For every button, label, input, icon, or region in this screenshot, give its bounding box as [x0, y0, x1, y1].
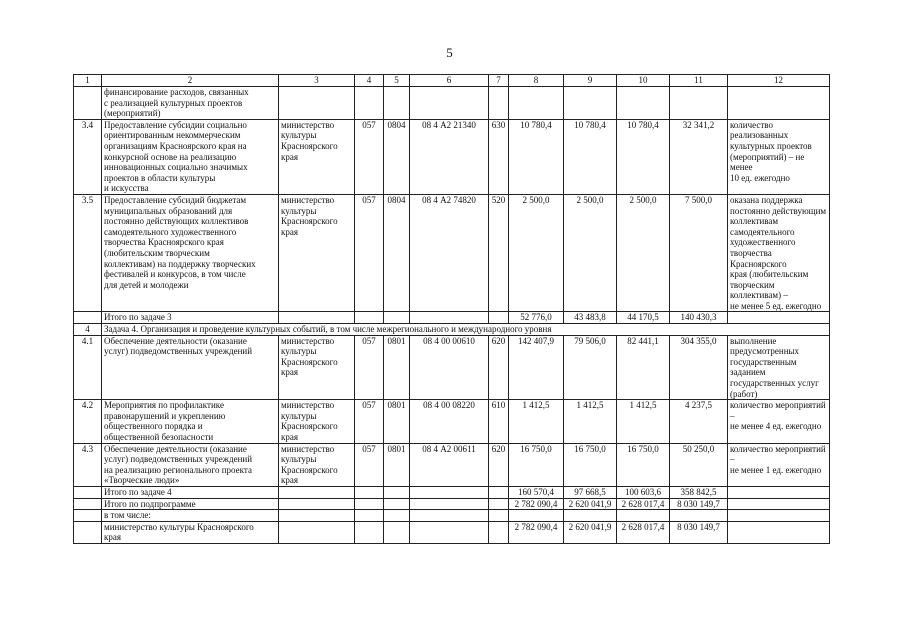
table-row: [74, 443, 830, 486]
expected-result-cell: количество мероприятий – не менее 1 ед. ежегодно: [728, 443, 830, 486]
value-2022-cell: 142 407,9: [509, 335, 564, 400]
value-total-cell: 32 341,2: [670, 119, 728, 194]
value-2023-cell: 2 620 041,9: [564, 521, 617, 543]
value-2024-cell: 44 170,5: [617, 312, 670, 324]
grbs-code-cell: [355, 510, 384, 522]
executor-cell: [279, 498, 355, 510]
row-number-cell: [74, 498, 102, 510]
target-article-cell: 08 4 А2 74820: [410, 194, 489, 312]
table-row: [74, 400, 830, 443]
value-2022-cell: [509, 87, 564, 120]
target-article-cell: [410, 87, 489, 120]
section-code-cell: 0801: [384, 400, 410, 443]
executor-cell: [279, 486, 355, 498]
value-2022-cell: 2 782 090,4: [509, 498, 564, 510]
grbs-code-cell: [355, 498, 384, 510]
expected-result-cell: оказана поддержка постоянно действующим коллективам самодеятельного художественного творчества Красноярского края (любительским творческим коллективам) – не менее 5 ед. ежегодно: [728, 194, 830, 312]
target-article-cell: 08 4 А2 21340: [410, 119, 489, 194]
row-number-cell: 4.2: [74, 400, 102, 443]
description-cell: Обеспечение деятельности (оказание услуг) подведомственных учреждений: [102, 335, 279, 400]
grbs-code-cell: 057: [355, 335, 384, 400]
target-article-cell: 08 4 00 00610: [410, 335, 489, 400]
description-cell: Мероприятия по профилактике правонарушений и укреплению общественного порядка и общественной безопасности: [102, 400, 279, 443]
target-article-cell: [410, 312, 489, 324]
value-2022-cell: 10 780,4: [509, 119, 564, 194]
row-number-cell: 3.4: [74, 119, 102, 194]
expected-result-cell: [728, 510, 830, 522]
expense-type-cell: 620: [489, 443, 509, 486]
column-header: 12: [728, 75, 830, 87]
description-cell: Предоставление субсидий бюджетам муниципальных образований для постоянно действующих коллективов самодеятельного художественного творчества Красноярского края (любительским творческим коллективам) на поддержку творческих фестивалей и конкурсов, в том числе для детей и молодежи: [102, 194, 279, 312]
executor-cell: [279, 87, 355, 120]
value-2024-cell: 1 412,5: [617, 400, 670, 443]
expected-result-cell: количество реализованных культурных проектов (мероприятий) – не менее 10 ед. ежегодно: [728, 119, 830, 194]
table-row: [74, 335, 830, 400]
value-2024-cell: [617, 510, 670, 522]
column-header: 4: [355, 75, 384, 87]
section-code-cell: [384, 498, 410, 510]
target-article-cell: [410, 510, 489, 522]
grbs-code-cell: 057: [355, 194, 384, 312]
table-row: [74, 119, 830, 194]
task-row: [74, 324, 830, 336]
table-row: [74, 498, 830, 510]
target-article-cell: 08 4 А2 00611: [410, 443, 489, 486]
section-code-cell: [384, 510, 410, 522]
table-row: [74, 312, 830, 324]
value-2024-cell: 100 603,6: [617, 486, 670, 498]
expense-type-cell: 620: [489, 335, 509, 400]
value-2023-cell: 16 750,0: [564, 443, 617, 486]
row-number-cell: 4.3: [74, 443, 102, 486]
column-header: 10: [617, 75, 670, 87]
target-article-cell: [410, 498, 489, 510]
expected-result-cell: [728, 498, 830, 510]
executor-cell: [279, 312, 355, 324]
row-number-cell: [74, 510, 102, 522]
value-2023-cell: 10 780,4: [564, 119, 617, 194]
value-total-cell: 358 842,5: [670, 486, 728, 498]
executor-cell: министерство культуры Красноярского края: [279, 443, 355, 486]
expense-type-cell: [489, 498, 509, 510]
executor-cell: [279, 510, 355, 522]
description-cell: Итого по задаче 3: [102, 312, 279, 324]
row-number-cell: [74, 486, 102, 498]
value-2022-cell: 2 782 090,4: [509, 521, 564, 543]
column-header: 1: [74, 75, 102, 87]
value-2023-cell: 79 506,0: [564, 335, 617, 400]
grbs-code-cell: [355, 87, 384, 120]
table-row: [74, 87, 830, 120]
expected-result-cell: выполнение предусмотренных государственным заданием государственных услуг (работ): [728, 335, 830, 400]
executor-cell: министерство культуры Красноярского края: [279, 335, 355, 400]
section-code-cell: 0801: [384, 443, 410, 486]
row-number: 4: [74, 324, 102, 336]
expense-type-cell: [489, 521, 509, 543]
description-cell: министерство культуры Красноярского края: [102, 521, 279, 543]
value-2024-cell: 2 500,0: [617, 194, 670, 312]
grbs-code-cell: 057: [355, 119, 384, 194]
target-article-cell: [410, 521, 489, 543]
target-article-cell: [410, 486, 489, 498]
expected-result-cell: [728, 521, 830, 543]
description-cell: в том числе:: [102, 510, 279, 522]
expense-type-cell: 610: [489, 400, 509, 443]
row-number-cell: 4.1: [74, 335, 102, 400]
value-2024-cell: 16 750,0: [617, 443, 670, 486]
executor-cell: министерство культуры Красноярского края: [279, 194, 355, 312]
column-header-row: [74, 75, 830, 87]
section-code-cell: [384, 486, 410, 498]
value-2024-cell: 10 780,4: [617, 119, 670, 194]
value-2024-cell: 2 628 017,4: [617, 498, 670, 510]
value-total-cell: 7 500,0: [670, 194, 728, 312]
section-code-cell: [384, 87, 410, 120]
table-body: [74, 75, 830, 544]
row-number-cell: [74, 312, 102, 324]
section-code-cell: [384, 312, 410, 324]
expense-type-cell: [489, 87, 509, 120]
executor-cell: [279, 521, 355, 543]
value-2022-cell: 52 776,0: [509, 312, 564, 324]
column-header: 3: [279, 75, 355, 87]
value-2022-cell: 1 412,5: [509, 400, 564, 443]
value-total-cell: 8 030 149,7: [670, 498, 728, 510]
table-row: [74, 194, 830, 312]
value-total-cell: 50 250,0: [670, 443, 728, 486]
description-cell: Итого по задаче 4: [102, 486, 279, 498]
expense-type-cell: [489, 486, 509, 498]
expected-result-cell: [728, 486, 830, 498]
column-header: 7: [489, 75, 509, 87]
value-2023-cell: 43 483,8: [564, 312, 617, 324]
table-row: [74, 486, 830, 498]
value-total-cell: [670, 510, 728, 522]
expected-result-cell: [728, 87, 830, 120]
value-2023-cell: 97 668,5: [564, 486, 617, 498]
target-article-cell: 08 4 00 08220: [410, 400, 489, 443]
value-2024-cell: 2 628 017,4: [617, 521, 670, 543]
expense-type-cell: [489, 510, 509, 522]
value-2024-cell: [617, 87, 670, 120]
value-2023-cell: 1 412,5: [564, 400, 617, 443]
grbs-code-cell: 057: [355, 400, 384, 443]
table-row: [74, 510, 830, 522]
grbs-code-cell: [355, 521, 384, 543]
value-2022-cell: [509, 510, 564, 522]
value-2022-cell: 2 500,0: [509, 194, 564, 312]
value-2023-cell: 2 620 041,9: [564, 498, 617, 510]
row-number-cell: 3.5: [74, 194, 102, 312]
grbs-code-cell: [355, 312, 384, 324]
page-number: 5: [446, 45, 453, 60]
column-header: 9: [564, 75, 617, 87]
grbs-code-cell: [355, 486, 384, 498]
value-total-cell: 140 430,3: [670, 312, 728, 324]
budget-table: [73, 74, 830, 544]
value-2023-cell: [564, 510, 617, 522]
value-total-cell: [670, 87, 728, 120]
section-code-cell: 0804: [384, 194, 410, 312]
expected-result-cell: [728, 312, 830, 324]
executor-cell: министерство культуры Красноярского края: [279, 400, 355, 443]
expense-type-cell: 630: [489, 119, 509, 194]
expected-result-cell: количество мероприятий – не менее 4 ед. ежегодно: [728, 400, 830, 443]
description-cell: Итого по подпрограмме: [102, 498, 279, 510]
value-2022-cell: 16 750,0: [509, 443, 564, 486]
value-2024-cell: 82 441,1: [617, 335, 670, 400]
column-header: 2: [102, 75, 279, 87]
value-2023-cell: [564, 87, 617, 120]
column-header: 6: [410, 75, 489, 87]
row-number-cell: [74, 521, 102, 543]
grbs-code-cell: 057: [355, 443, 384, 486]
value-total-cell: 4 237,5: [670, 400, 728, 443]
description-cell: финансирование расходов, связанных с реализацией культурных проектов (мероприятий): [102, 87, 279, 120]
section-code-cell: [384, 521, 410, 543]
value-total-cell: 8 030 149,7: [670, 521, 728, 543]
value-2022-cell: 160 570,4: [509, 486, 564, 498]
section-code-cell: 0801: [384, 335, 410, 400]
task-title: Задача 4. Организация и проведение культурных событий, в том числе межрегионального и международного уровня: [102, 324, 830, 336]
value-total-cell: 304 355,0: [670, 335, 728, 400]
value-2023-cell: 2 500,0: [564, 194, 617, 312]
column-header: 11: [670, 75, 728, 87]
column-header: 5: [384, 75, 410, 87]
row-number-cell: [74, 87, 102, 120]
table-row: [74, 521, 830, 543]
expense-type-cell: 520: [489, 194, 509, 312]
description-cell: Предоставление субсидии социально ориентированным некоммерческим организациям Красноярского края на конкурсной основе на реализацию инновационных социально значимых проектов в области культуры и искусства: [102, 119, 279, 194]
executor-cell: министерство культуры Красноярского края: [279, 119, 355, 194]
description-cell: Обеспечение деятельности (оказание услуг) подведомственных учреждений на реализацию регионального проекта «Творческие люди»: [102, 443, 279, 486]
expense-type-cell: [489, 312, 509, 324]
column-header: 8: [509, 75, 564, 87]
section-code-cell: 0804: [384, 119, 410, 194]
